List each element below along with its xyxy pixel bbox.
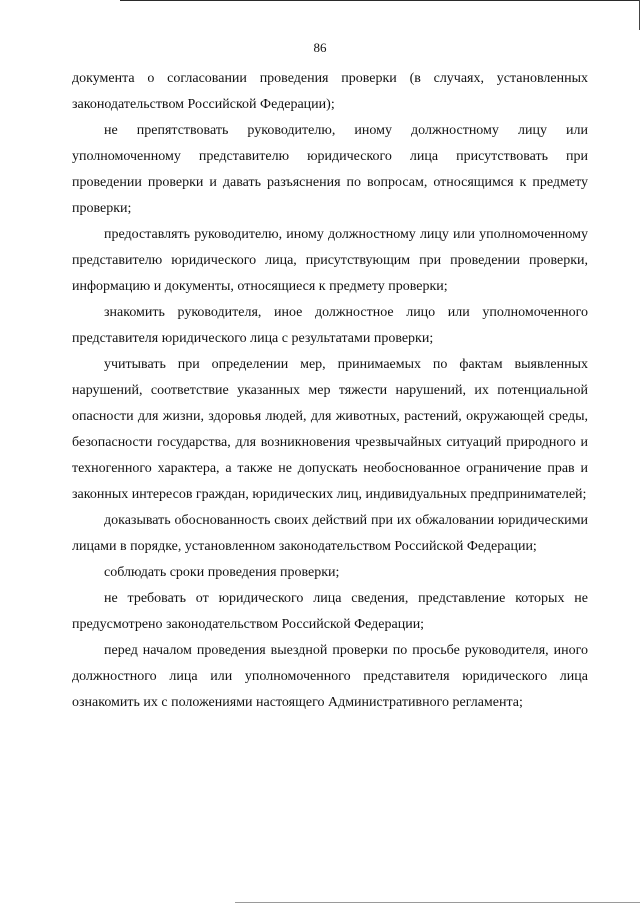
page-number: 86 [313, 40, 327, 55]
paragraph-introduce-regulation: перед началом проведения выездной проверки по просьбе руководителя, иного должностного лица или уполномоченного представителя юридического лица ознакомить их с положениями настоящего Административного регламента; [72, 643, 588, 710]
scan-edge-bottom-line [235, 902, 640, 903]
paragraph-consider-measures: учитывать при определении мер, принимаемых по фактам выявленных нарушений, соответствие указанных мер тяжести нарушений, их потенциальной опасности для жизни, здоровья людей, для животных, растений, окружающей среды, безопасности государства, для возникновения чрезвычайных ситуаций природного и техногенного характера, а также не допускать необоснованное ограничение прав и законных интересов граждан, юридических лиц, индивидуальных предпринимателей; [72, 357, 588, 502]
paragraph-observe-deadlines: соблюдать сроки проведения проверки; [104, 565, 340, 580]
paragraph-familiarize-results: знакомить руководителя, иное должностное лицо или уполномоченного представителя юридического лица с результатами проверки; [72, 305, 588, 346]
paragraph-continuation: документа о согласовании проведения проверки (в случаях, установленных законодательством Российской Федерации); [72, 71, 588, 112]
paragraph-not-obstruct: не препятствовать руководителю, иному должностному лицу или уполномоченному представителю юридического лица присутствовать при проведении проверки и давать разъяснения по вопросам, относящимся к предмету проверки; [72, 123, 588, 216]
paragraph-provide-information: предоставлять руководителю, иному должностному лицу или уполномоченному представителю юридического лица, присутствующим при проведении проверки, информацию и документы, относящиеся к предмету проверки; [72, 227, 588, 294]
paragraph-prove-validity: доказывать обоснованность своих действий при их обжаловании юридическими лицами в порядке, установленном законодательством Российской Федерации; [72, 513, 588, 554]
paragraph-not-require-information: не требовать от юридического лица сведения, представление которых не предусмотрено законодательством Российской Федерации; [72, 591, 588, 632]
document-body [72, 66, 588, 716]
scan-edge-top-line [120, 0, 640, 1]
